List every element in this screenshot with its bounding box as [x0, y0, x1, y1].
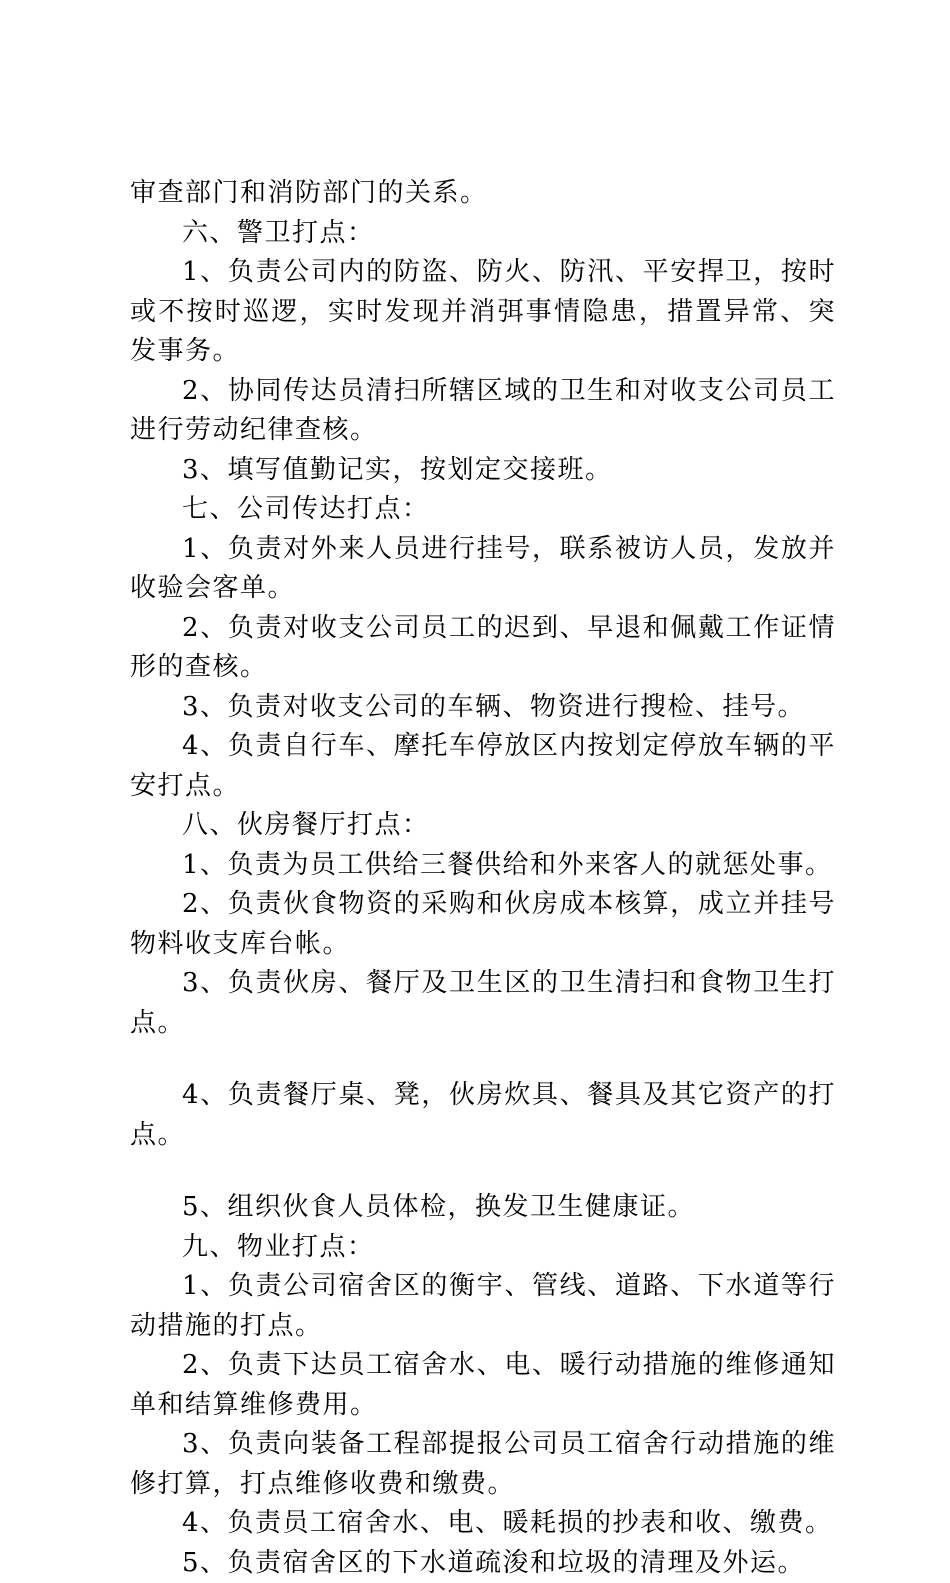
paragraph-property-4: 4、负责员工宿舍水、电、暖耗损的抄表和收、缴费。: [130, 1504, 836, 1544]
paragraph-continuation: 审查部门和消防部门的关系。: [130, 174, 836, 214]
paragraph-reception-2: 2、负责对收支公司员工的迟到、早退和佩戴工作证情形的查核。: [130, 609, 836, 688]
paragraph-reception-3: 3、负责对收支公司的车辆、物资进行搜检、挂号。: [130, 688, 836, 728]
section-heading-reception: 七、公司传达打点：: [130, 490, 836, 530]
paragraph-property-1: 1、负责公司宿舍区的衡宇、管线、道路、下水道等行动措施的打点。: [130, 1267, 836, 1346]
section-heading-property: 九、物业打点：: [130, 1228, 836, 1268]
paragraph-reception-4: 4、负责自行车、摩托车停放区内按划定停放车辆的平安打点。: [130, 727, 836, 806]
document-body: [130, 174, 836, 1583]
paragraph-canteen-5: 5、组织伙食人员体检，换发卫生健康证。: [130, 1188, 836, 1228]
paragraph-canteen-3: 3、负责伙房、餐厅及卫生区的卫生清扫和食物卫生打点。: [130, 964, 836, 1043]
paragraph-canteen-1: 1、负责为员工供给三餐供给和外来客人的就惩处事。: [130, 846, 836, 886]
section-heading-canteen: 八、伙房餐厅打点：: [130, 806, 836, 846]
paragraph-reception-1: 1、负责对外来人员进行挂号，联系被访人员，发放并收验会客单。: [130, 530, 836, 609]
paragraph-property-5: 5、负责宿舍区的下水道疏浚和垃圾的清理及外运。: [130, 1544, 836, 1583]
paragraph-canteen-2: 2、负责伙食物资的采购和伙房成本核算，成立并挂号物料收支库台帐。: [130, 885, 836, 964]
paragraph-guard-3: 3、填写值勤记实，按划定交接班。: [130, 451, 836, 491]
paragraph-property-2: 2、负责下达员工宿舍水、电、暖行动措施的维修通知单和结算维修费用。: [130, 1346, 836, 1425]
paragraph-property-3: 3、负责向装备工程部提报公司员工宿舍行动措施的维修打算，打点维修收费和缴费。: [130, 1425, 836, 1504]
section-heading-guard: 六、警卫打点：: [130, 214, 836, 254]
paragraph-guard-1: 1、负责公司内的防盗、防火、防汛、平安捍卫，按时或不按时巡逻，实时发现并消弭事情隐患，措置异常、突发事务。: [130, 253, 836, 372]
paragraph-canteen-4: 4、负责餐厅桌、凳，伙房炊具、餐具及其它资产的打点。: [130, 1076, 836, 1155]
paragraph-guard-2: 2、协同传达员清扫所辖区域的卫生和对收支公司员工进行劳动纪律查核。: [130, 372, 836, 451]
